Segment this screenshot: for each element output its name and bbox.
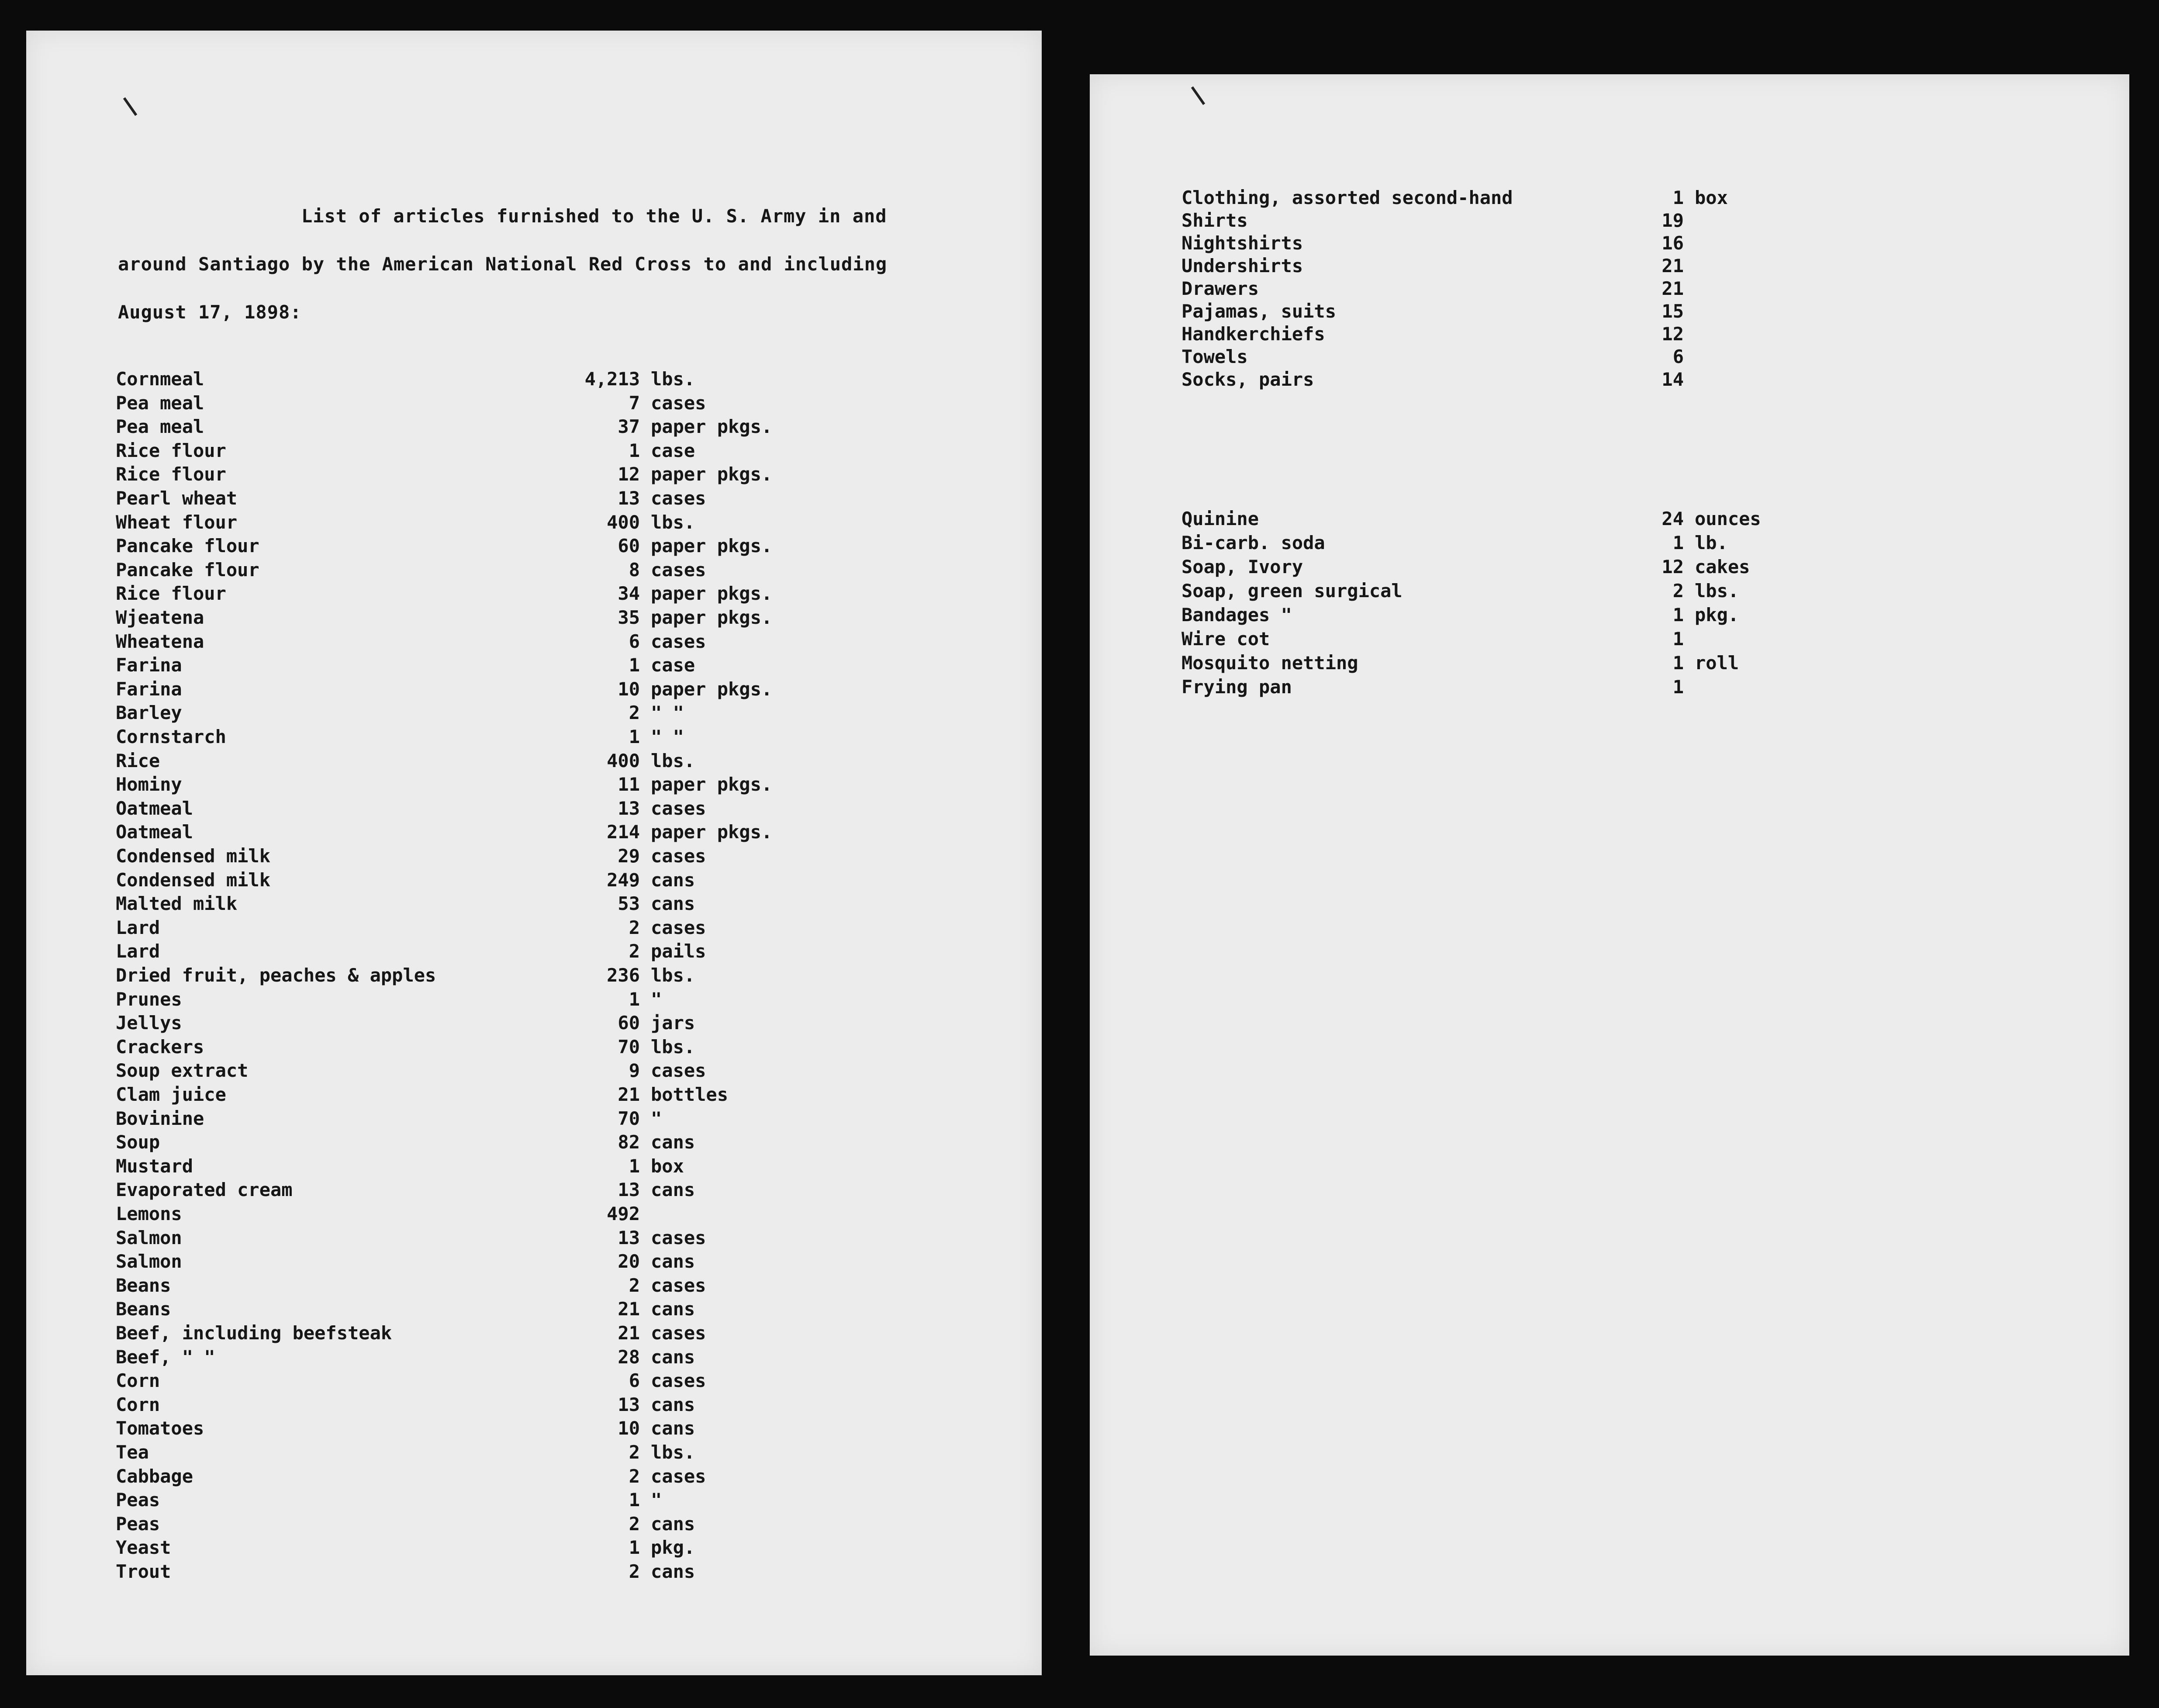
list-item <box>1181 254 1880 278</box>
list-item <box>116 653 815 678</box>
item-qty: 24 <box>1662 508 1684 529</box>
list-item <box>1181 367 1880 392</box>
list-item <box>116 1273 815 1298</box>
list-item <box>116 701 815 725</box>
list-item <box>116 1393 815 1417</box>
item-name: Yeast <box>116 1537 171 1559</box>
item-unit: cases <box>651 488 706 509</box>
list-item <box>116 796 815 821</box>
item-qty: 2 <box>629 702 640 724</box>
item-unit: " <box>651 988 662 1010</box>
list-item <box>116 844 815 868</box>
item-name: Nightshirts <box>1181 232 1303 254</box>
item-qty: 214 <box>607 821 640 843</box>
list-item <box>116 1369 815 1393</box>
list-item <box>1181 627 1880 651</box>
list-item <box>116 1416 815 1441</box>
item-qty: 1 <box>1672 676 1684 698</box>
item-name: Condensed milk <box>116 845 271 867</box>
item-qty: 2 <box>629 916 640 938</box>
item-qty: 1 <box>1672 652 1684 674</box>
left-page <box>26 31 1042 1675</box>
list-item <box>1181 299 1880 324</box>
list-item <box>116 939 815 964</box>
item-unit: cases <box>651 797 706 819</box>
item-unit: cases <box>651 916 706 938</box>
item-unit: cans <box>651 1298 695 1320</box>
list-item <box>116 1559 815 1584</box>
item-unit: cans <box>651 1131 695 1153</box>
item-unit: case <box>651 439 695 461</box>
corner-tick-mark <box>123 97 137 116</box>
item-unit: paper pkgs. <box>651 416 773 438</box>
item-name: Drawers <box>1181 278 1259 299</box>
list-item <box>1181 675 1880 699</box>
item-name: Quinine <box>1181 508 1259 529</box>
item-name: Lemons <box>116 1203 182 1224</box>
item-name: Salmon <box>116 1227 182 1248</box>
item-qty: 82 <box>618 1131 640 1153</box>
item-unit: cans <box>651 1513 695 1535</box>
item-qty: 2 <box>629 1465 640 1487</box>
list-item <box>116 486 815 511</box>
item-qty: 13 <box>618 797 640 819</box>
item-unit: paper pkgs. <box>651 583 773 605</box>
list-item <box>116 1249 815 1274</box>
item-qty: 13 <box>618 488 640 509</box>
item-qty: 70 <box>618 1036 640 1058</box>
item-name: Pea meal <box>116 416 204 438</box>
item-unit: paper pkgs. <box>651 463 773 485</box>
item-qty: 1 <box>1672 187 1684 208</box>
item-qty: 70 <box>618 1107 640 1129</box>
item-qty: 35 <box>618 607 640 628</box>
item-qty: 6 <box>629 630 640 652</box>
item-name: Beef, including beefsteak <box>116 1322 392 1344</box>
item-unit: cans <box>651 1346 695 1368</box>
list-item <box>116 534 815 558</box>
item-unit: paper pkgs. <box>651 678 773 700</box>
list-item <box>1181 579 1880 603</box>
item-qty: 1 <box>1672 532 1684 553</box>
item-name: Soup <box>116 1131 160 1153</box>
item-unit: cases <box>651 1060 706 1082</box>
list-item <box>1181 603 1880 627</box>
item-unit: lbs. <box>651 750 695 771</box>
item-name: Crackers <box>116 1036 204 1058</box>
item-name: Frying pan <box>1181 676 1292 698</box>
item-name: Beans <box>116 1298 171 1320</box>
item-unit: roll <box>1695 652 1739 674</box>
item-qty: 10 <box>618 1418 640 1439</box>
item-name: Prunes <box>116 988 182 1010</box>
list-item <box>116 629 815 654</box>
item-name: Peas <box>116 1489 160 1511</box>
corner-tick-mark <box>1191 86 1205 105</box>
item-name: Pancake flour <box>116 535 259 557</box>
heading-line-1: List of articles furnished to the U. S. Army in and <box>301 205 887 227</box>
list-item <box>1181 531 1880 555</box>
item-qty: 53 <box>618 893 640 915</box>
list-item <box>116 1297 815 1321</box>
list-item <box>116 1226 815 1250</box>
item-unit: lbs. <box>651 368 695 390</box>
item-unit: cans <box>651 1251 695 1272</box>
list-item <box>116 916 815 940</box>
item-name: Dried fruit, peaches & apples <box>116 965 436 986</box>
item-unit: " <box>651 1489 662 1511</box>
item-qty: 492 <box>607 1203 640 1224</box>
item-qty: 12 <box>1662 323 1684 345</box>
item-unit: case <box>651 654 695 676</box>
item-unit: cans <box>651 893 695 915</box>
list-item <box>116 1082 815 1107</box>
item-name: Wjeatena <box>116 607 204 628</box>
list-item <box>116 1035 815 1059</box>
list-item <box>116 963 815 988</box>
item-unit: box <box>651 1155 684 1177</box>
item-unit: cans <box>651 1561 695 1582</box>
list-item <box>116 367 815 391</box>
list-item <box>116 1202 815 1226</box>
item-name: Bi-carb. soda <box>1181 532 1325 553</box>
item-name: Cornstarch <box>116 726 226 747</box>
item-unit: cases <box>651 392 706 414</box>
list-item <box>116 558 815 582</box>
item-unit: " " <box>651 702 684 724</box>
item-unit: cans <box>651 1179 695 1201</box>
item-qty: 1 <box>629 439 640 461</box>
item-qty: 10 <box>618 678 640 700</box>
item-unit: cans <box>651 1418 695 1439</box>
list-item <box>1181 277 1880 301</box>
item-name: Soap, Ivory <box>1181 556 1303 577</box>
item-name: Farina <box>116 678 182 700</box>
item-qty: 400 <box>607 511 640 533</box>
item-qty: 1 <box>629 726 640 747</box>
item-unit: paper pkgs. <box>651 821 773 843</box>
item-unit: paper pkgs. <box>651 607 773 628</box>
item-qty: 13 <box>618 1227 640 1248</box>
item-qty: 21 <box>618 1298 640 1320</box>
item-qty: 1 <box>629 988 640 1010</box>
list-item <box>116 1321 815 1345</box>
item-name: Lard <box>116 916 160 938</box>
list-item <box>1181 231 1880 256</box>
item-name: Mustard <box>116 1155 193 1177</box>
item-name: Oatmeal <box>116 821 193 843</box>
item-unit: cases <box>651 559 706 581</box>
item-qty: 15 <box>1662 301 1684 322</box>
list-item <box>1181 507 1880 531</box>
item-name: Beef, " " <box>116 1346 215 1368</box>
item-qty: 249 <box>607 869 640 891</box>
item-name: Hominy <box>116 774 182 795</box>
list-item <box>116 820 815 844</box>
item-qty: 6 <box>629 1370 640 1392</box>
list-item <box>116 677 815 702</box>
item-qty: 1 <box>629 654 640 676</box>
item-qty: 2 <box>1672 580 1684 602</box>
item-name: Peas <box>116 1513 160 1535</box>
item-name: Condensed milk <box>116 869 271 891</box>
list-item <box>116 1535 815 1560</box>
item-unit: cases <box>651 1370 706 1392</box>
item-name: Lard <box>116 940 160 962</box>
item-qty: 2 <box>629 1561 640 1582</box>
right-page <box>1090 74 2129 1656</box>
item-unit: " <box>651 1107 662 1129</box>
item-name: Pea meal <box>116 392 204 414</box>
item-unit: cases <box>651 1322 706 1344</box>
item-unit: cases <box>651 845 706 867</box>
item-name: Rice flour <box>116 583 226 605</box>
item-qty: 12 <box>1662 556 1684 577</box>
item-unit: jars <box>651 1012 695 1034</box>
item-name: Pearl wheat <box>116 488 238 509</box>
item-name: Socks, pairs <box>1181 369 1314 390</box>
item-name: Trout <box>116 1561 171 1582</box>
list-item <box>116 868 815 892</box>
item-unit: cases <box>651 630 706 652</box>
list-item <box>1181 651 1880 675</box>
item-qty: 4,213 <box>584 368 640 390</box>
item-unit: bottles <box>651 1084 729 1105</box>
item-unit: cakes <box>1695 556 1750 577</box>
item-name: Rice <box>116 750 160 771</box>
item-name: Farina <box>116 654 182 676</box>
item-name: Rice flour <box>116 439 226 461</box>
item-qty: 60 <box>618 535 640 557</box>
item-name: Pajamas, suits <box>1181 301 1337 322</box>
item-name: Pancake flour <box>116 559 259 581</box>
heading-line-2: around Santiago by the American National Red Cross to and including <box>118 253 888 275</box>
list-item <box>116 510 815 535</box>
item-unit: lbs. <box>651 1036 695 1058</box>
item-name: Wheatena <box>116 630 204 652</box>
list-item <box>116 772 815 797</box>
heading-line-3: August 17, 1898: <box>118 301 302 323</box>
list-item <box>116 1512 815 1536</box>
list-item <box>116 391 815 415</box>
item-name: Wheat flour <box>116 511 238 533</box>
item-name: Wire cot <box>1181 628 1270 650</box>
item-qty: 13 <box>618 1179 640 1201</box>
item-name: Bandages " <box>1181 604 1292 626</box>
item-qty: 34 <box>618 583 640 605</box>
list-item <box>1181 322 1880 346</box>
item-name: Shirts <box>1181 210 1248 231</box>
item-unit: paper pkgs. <box>651 535 773 557</box>
list-item <box>116 415 815 439</box>
list-item <box>116 1178 815 1202</box>
item-qty: 13 <box>618 1393 640 1415</box>
list-item <box>116 581 815 606</box>
item-unit: pkg. <box>651 1537 695 1559</box>
item-name: Rice flour <box>116 463 226 485</box>
list-item <box>116 987 815 1012</box>
list-item <box>116 462 815 487</box>
item-qty: 21 <box>618 1084 640 1105</box>
item-name: Salmon <box>116 1251 182 1272</box>
item-qty: 19 <box>1662 210 1684 231</box>
item-name: Beans <box>116 1274 171 1296</box>
list-item <box>116 749 815 773</box>
item-qty: 20 <box>618 1251 640 1272</box>
item-name: Tomatoes <box>116 1418 204 1439</box>
item-qty: 2 <box>629 1274 640 1296</box>
item-name: Bovinine <box>116 1107 204 1129</box>
item-name: Soup extract <box>116 1060 249 1082</box>
list-item <box>1181 208 1880 233</box>
item-qty: 6 <box>1672 346 1684 367</box>
list-item <box>116 892 815 916</box>
item-unit: cases <box>651 1465 706 1487</box>
item-name: Undershirts <box>1181 255 1303 277</box>
item-unit: lbs. <box>651 1442 695 1463</box>
list-item <box>116 1106 815 1131</box>
item-name: Cornmeal <box>116 368 204 390</box>
list-item <box>116 439 815 463</box>
item-name: Malted milk <box>116 893 238 915</box>
item-name: Corn <box>116 1370 160 1392</box>
item-name: Evaporated cream <box>116 1179 293 1201</box>
item-qty: 2 <box>629 1442 640 1463</box>
item-qty: 28 <box>618 1346 640 1368</box>
list-item <box>116 1058 815 1083</box>
list-item <box>1181 345 1880 369</box>
item-name: Jellys <box>116 1012 182 1034</box>
item-qty: 1 <box>629 1155 640 1177</box>
list-item <box>116 1154 815 1179</box>
item-name: Mosquito netting <box>1181 652 1358 674</box>
item-name: Oatmeal <box>116 797 193 819</box>
item-qty: 21 <box>1662 255 1684 277</box>
item-unit: cans <box>651 869 695 891</box>
item-qty: 9 <box>629 1060 640 1082</box>
item-qty: 21 <box>1662 278 1684 299</box>
list-item <box>116 1440 815 1465</box>
list-item <box>116 1130 815 1155</box>
item-unit: lb. <box>1695 532 1728 553</box>
item-unit: lbs. <box>1695 580 1739 602</box>
list-item <box>1181 555 1880 579</box>
item-name: Tea <box>116 1442 149 1463</box>
list-item <box>116 1345 815 1369</box>
item-unit: pails <box>651 940 706 962</box>
item-qty: 1 <box>629 1537 640 1559</box>
item-unit: lbs. <box>651 511 695 533</box>
item-name: Corn <box>116 1393 160 1415</box>
item-qty: 29 <box>618 845 640 867</box>
list-item <box>116 1488 815 1512</box>
item-qty: 11 <box>618 774 640 795</box>
list-item <box>116 605 815 630</box>
item-qty: 236 <box>607 965 640 986</box>
item-name: Cabbage <box>116 1465 193 1487</box>
item-unit: box <box>1695 187 1728 208</box>
item-qty: 37 <box>618 416 640 438</box>
item-qty: 1 <box>1672 628 1684 650</box>
item-unit: pkg. <box>1695 604 1739 626</box>
list-item <box>116 725 815 749</box>
item-unit: paper pkgs. <box>651 774 773 795</box>
item-name: Barley <box>116 702 182 724</box>
item-unit: ounces <box>1695 508 1761 529</box>
item-qty: 21 <box>618 1322 640 1344</box>
item-name: Soap, green surgical <box>1181 580 1402 602</box>
list-item <box>116 1011 815 1035</box>
item-name: Handkerchiefs <box>1181 323 1325 345</box>
item-unit: " " <box>651 726 684 747</box>
item-qty: 400 <box>607 750 640 771</box>
item-name: Clothing, assorted second-hand <box>1181 187 1513 208</box>
item-unit: lbs. <box>651 965 695 986</box>
item-name: Clam juice <box>116 1084 226 1105</box>
item-qty: 2 <box>629 1513 640 1535</box>
item-unit: cans <box>651 1393 695 1415</box>
item-unit: cases <box>651 1227 706 1248</box>
item-qty: 1 <box>1672 604 1684 626</box>
item-qty: 12 <box>618 463 640 485</box>
item-qty: 14 <box>1662 369 1684 390</box>
item-qty: 16 <box>1662 232 1684 254</box>
item-qty: 60 <box>618 1012 640 1034</box>
item-name: Towels <box>1181 346 1248 367</box>
item-qty: 1 <box>629 1489 640 1511</box>
list-item <box>1181 186 1880 210</box>
item-qty: 8 <box>629 559 640 581</box>
item-qty: 2 <box>629 940 640 962</box>
item-unit: cases <box>651 1274 706 1296</box>
item-qty: 7 <box>629 392 640 414</box>
list-item <box>116 1464 815 1489</box>
